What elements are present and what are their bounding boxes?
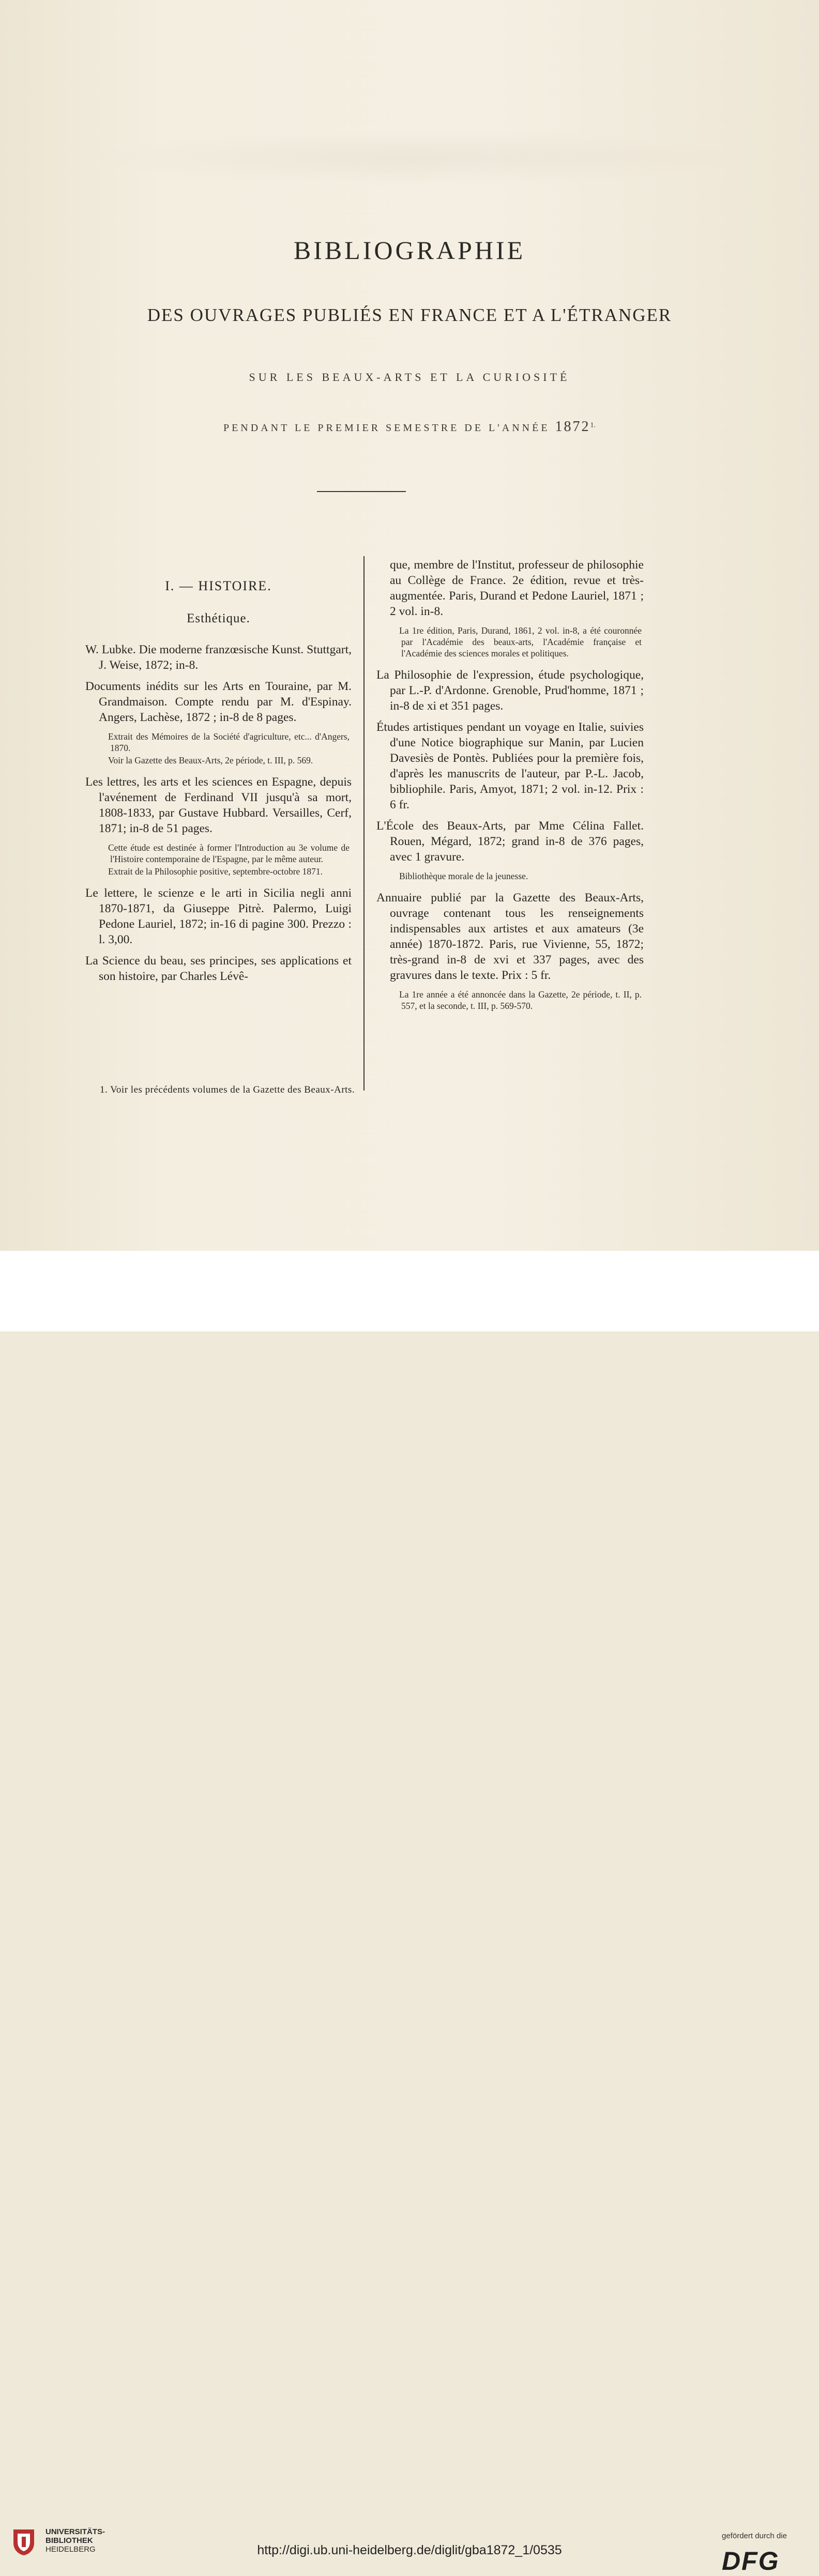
dfg-logo: DFG	[722, 2547, 780, 2575]
column-divider	[363, 556, 365, 1091]
page-subtitle-2: SUR LES BEAUX-ARTS ET LA CURIOSITÉ	[249, 371, 570, 384]
period-text: PENDANT LE PREMIER SEMESTRE DE L'ANNÉE	[223, 422, 550, 434]
bibliography-entry: W. Lubke. Die moderne franzœsische Kunst. Stuttgart, J. Weise, 1872; in-8.	[85, 643, 352, 672]
subsection-heading: Esthétique.	[187, 611, 250, 625]
bibliography-entry: La Science du beau, ses principes, ses applications et son histoire, par Charles Lévê-	[85, 954, 352, 983]
entry-note: Cette étude est destinée à former l'Introduction au 3e volume de l'Histoire contemporaine de l'Espagne, par le même auteur.	[108, 842, 350, 864]
digitization-banner	[0, 1251, 819, 2575]
bibliography-entry: Annuaire publié par la Gazette des Beaux-Arts, ouvrage contenant tous les renseignements indispensables aux artistes et aux amateurs (3e année) 1870-1872. Paris, rue Vivienne, 55, 1872; très-grand in-8 de xvi et 337 pages, avec des gravures dans le texte. Prix : 5 fr.	[376, 891, 644, 982]
entry-note: Extrait des Mémoires de la Société d'agriculture, etc... d'Angers, 1870.	[108, 731, 350, 753]
page-stain	[88, 129, 745, 186]
permalink[interactable]: http://digi.ub.uni-heidelberg.de/diglit/gba1872_1/0535	[257, 2543, 562, 2557]
bibliography-entry: Études artistiques pendant un voyage en Italie, suivies d'une Notice biographique sur Manin, par Lucien Davesiès de Pontès. Publiées pour la première fois, d'après les manuscrits de l'auteur, par P.-L. Jacob, bibliophile. Paris, Amyot, 1871; 2 vol. in-12. Prix : 6 fr.	[376, 720, 644, 811]
library-name-line-1: UNIVERSITÄTS-	[46, 2527, 105, 2536]
page-title: BIBLIOGRAPHIE	[293, 236, 526, 265]
continued-entry-notes	[376, 625, 644, 659]
scanned-page	[0, 0, 819, 1251]
page-subtitle: DES OUVRAGES PUBLIÉS EN FRANCE ET A L'ÉTRANGER	[147, 305, 672, 325]
library-name-line-3: HEIDELBERG	[46, 2545, 96, 2554]
library-name-line-2: BIBLIOTHEK	[46, 2536, 93, 2545]
period-year: 1872	[555, 419, 590, 435]
bibliography-entry: L'École des Beaux-Arts, par Mme Célina Fallet. Rouen, Mégard, 1872; grand in-8 de 376 pages, avec 1 gravure.	[376, 819, 644, 864]
entry-note: Bibliothèque morale de la jeunesse.	[399, 871, 528, 881]
period-line	[0, 419, 819, 435]
footnote-ref: 1.	[590, 421, 596, 430]
bibliography-entry: Documents inédits sur les Arts en Touraine, par M. Grandmaison. Compte rendu par M. d'Espinay. Angers, Lachèse, 1872 ; in-8 de 8 pages.	[85, 680, 352, 724]
entry-note: Voir la Gazette des Beaux-Arts, 2e période, t. III, p. 569.	[108, 755, 313, 765]
bibliography-entry: Le lettere, le scienze e le arti in Sicilia negli anni 1870-1871, da Giuseppe Pitrè. Palermo, Luigi Pedone Lauriel, 1872; in-16 di pagine 300. Prezzo : l. 3,00.	[85, 886, 352, 946]
bibliography-entry: La Philosophie de l'expression, étude psychologique, par L.-P. d'Ardonne. Grenoble, Prud'homme, 1871 ; in-8 de xi et 351 pages.	[376, 668, 644, 713]
title-rule	[317, 491, 406, 492]
right-entries	[376, 667, 644, 1011]
continued-entry: que, membre de l'Institut, professeur de philosophie au Collège de France. 2e édition, revue et très-augmentée. Paris, Durand et Pedone Lauriel, 1871 ; 2 vol. in-8.	[390, 558, 644, 618]
bibliography-entry: Les lettres, les arts et les sciences en Espagne, depuis l'avénement de Ferdinand VII jusqu'à sa mort, 1808-1833, par Gustave Hubbard. Versailles, Cerf, 1871; in-8 de 51 pages.	[85, 775, 352, 835]
left-column	[85, 557, 352, 990]
entry-note: Extrait de la Philosophie positive, septembre-octobre 1871.	[108, 866, 323, 877]
left-entries	[85, 642, 352, 984]
entry-note: La 1re année a été annoncée dans la Gazette, 2e période, t. II, p. 557, et la seconde, t. III, p. 569-570.	[399, 989, 642, 1011]
entry-note: La 1re édition, Paris, Durand, 1861, 2 vol. in-8, a été couronnée par l'Académie des beaux-arts, l'Académie française et l'Académie des sciences morales et politiques.	[399, 625, 642, 658]
footnote: 1. Voir les précédents volumes de la Gazette des Beaux-Arts.	[100, 1084, 355, 1095]
right-column	[376, 557, 644, 1020]
funding-label: gefördert durch die	[722, 2532, 787, 2540]
section-heading: I. — HISTOIRE.	[165, 578, 272, 593]
